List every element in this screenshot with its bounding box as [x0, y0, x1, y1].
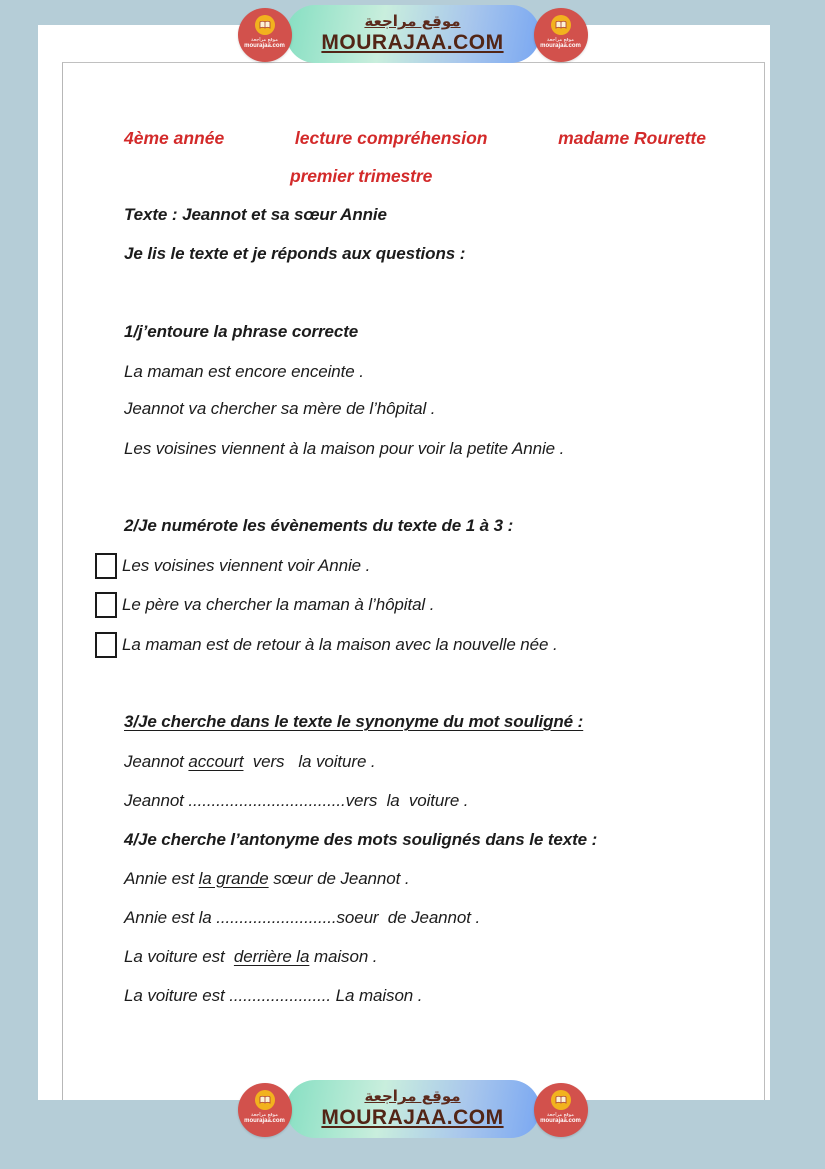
q4-answer-blank-line-1[interactable]: Annie est la ..........................soeur de Jeannot . — [124, 908, 481, 927]
question-2-heading: 2/Je numérote les évènements du texte de 1 à 3 : — [124, 516, 514, 535]
footer-banner — [238, 1080, 588, 1144]
q1-sentence-1: La maman est encore enceinte . — [124, 362, 364, 381]
site-domain-link[interactable]: MOURAJAA.COM — [321, 30, 504, 54]
q4-ex1-post: sœur de Jeannot . — [268, 869, 410, 888]
site-name-arabic: موقع مراجعة — [364, 1087, 461, 1106]
numbering-checkbox[interactable] — [95, 592, 117, 618]
book-icon — [255, 15, 275, 35]
numbering-checkbox[interactable] — [95, 553, 117, 579]
q3-underlined-word: accourt — [188, 752, 244, 771]
q4-ex2-pre: La voiture est — [124, 947, 234, 966]
q1-sentence-3: Les voisines viennent à la maison pour voir la petite Annie . — [124, 439, 565, 458]
q2-item-row — [95, 592, 434, 618]
logo-caption-arabic: موقع مراجعة — [547, 37, 574, 43]
q4-example-sentence-2 — [124, 947, 377, 967]
footer-banner-pill — [286, 1080, 540, 1138]
logo-caption-arabic: موقع مراجعة — [547, 1112, 574, 1118]
logo-caption-domain: mourajaa.com — [244, 1118, 285, 1124]
subject-label: lecture compréhension — [294, 128, 488, 148]
site-logo — [534, 8, 588, 62]
q3-example-post: vers la voiture . — [243, 752, 376, 771]
worksheet-header-row — [124, 128, 706, 149]
teacher-label: madame Rourette — [558, 128, 706, 148]
instructions-line: Je lis le texte et je réponds aux questions : — [124, 244, 466, 263]
site-logo — [534, 1083, 588, 1137]
question-4-heading: 4/Je cherche l’antonyme des mots soulignés dans le texte : — [124, 830, 598, 849]
site-logo — [238, 1083, 292, 1137]
header-banner — [238, 5, 588, 69]
q4-example-sentence-1 — [124, 869, 410, 889]
q4-ex2-post: maison . — [309, 947, 378, 966]
q1-sentence-2: Jeannot va chercher sa mère de l’hôpital . — [124, 399, 436, 418]
q2-item-row — [95, 553, 370, 579]
q3-example-pre: Jeannot — [124, 752, 189, 771]
q2-item-1: Les voisines viennent voir Annie . — [122, 556, 371, 575]
question-3-heading: 3/Je cherche dans le texte le synonyme du mot souligné : — [124, 712, 584, 731]
logo-caption-domain: mourajaa.com — [540, 43, 581, 49]
q2-item-2: Le père va chercher la maman à l’hôpital . — [122, 595, 435, 614]
book-icon — [551, 1090, 571, 1110]
q4-answer-blank-line-2[interactable]: La voiture est ...................... La maison . — [124, 986, 423, 1005]
book-icon — [255, 1090, 275, 1110]
site-name-arabic: موقع مراجعة — [364, 12, 461, 31]
q4-ex1-pre: Annie est — [124, 869, 199, 888]
book-icon — [551, 15, 571, 35]
logo-caption-arabic: موقع مراجعة — [251, 1112, 278, 1118]
term-label: premier trimestre — [290, 166, 433, 186]
q2-item-3: La maman est de retour à la maison avec la nouvelle née . — [122, 635, 558, 654]
numbering-checkbox[interactable] — [95, 632, 117, 658]
q3-answer-blank-line[interactable]: Jeannot ..................................vers la voiture . — [124, 791, 469, 810]
site-logo — [238, 8, 292, 62]
grade-label: 4ème année — [124, 128, 225, 148]
q3-example-sentence — [124, 752, 376, 772]
q4-underlined-words-1: la grande — [198, 869, 269, 888]
site-domain-link[interactable]: MOURAJAA.COM — [321, 1105, 504, 1129]
logo-caption-arabic: موقع مراجعة — [251, 37, 278, 43]
q4-underlined-words-2: derrière la — [233, 947, 310, 966]
header-banner-pill — [286, 5, 540, 63]
logo-caption-domain: mourajaa.com — [244, 43, 285, 49]
text-title: Texte : Jeannot et sa sœur Annie — [124, 205, 387, 224]
logo-caption-domain: mourajaa.com — [540, 1118, 581, 1124]
question-1-heading: 1/j’entoure la phrase correcte — [124, 322, 359, 341]
q2-item-row — [95, 632, 558, 658]
